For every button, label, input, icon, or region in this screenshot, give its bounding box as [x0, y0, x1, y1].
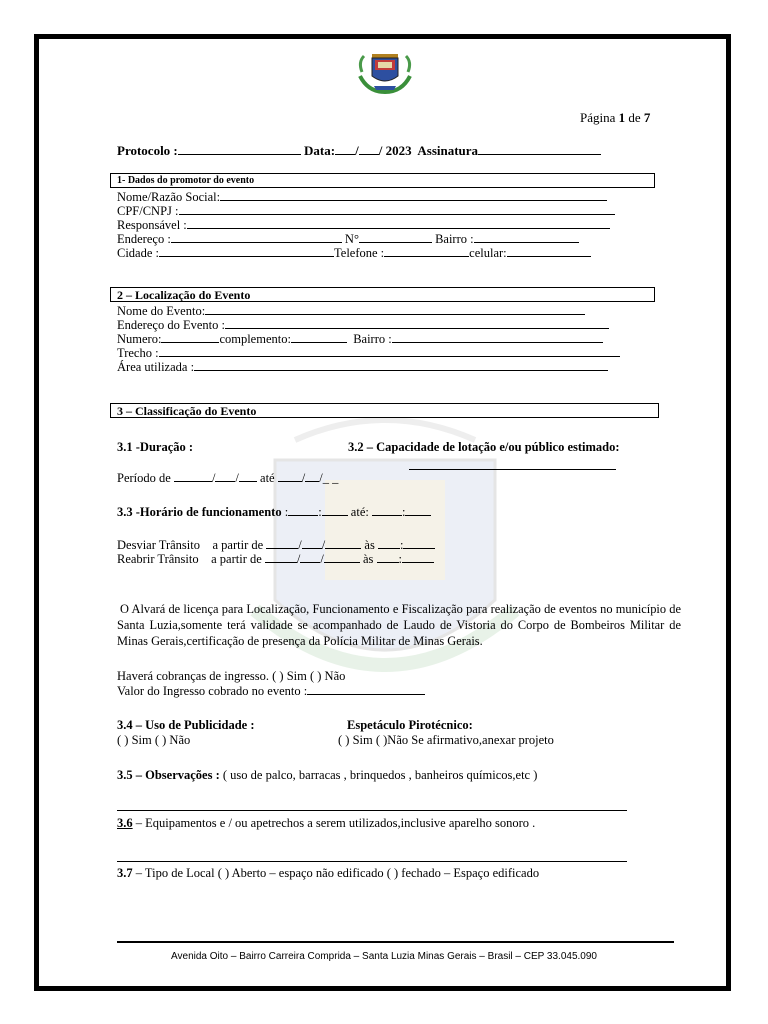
pirotecnico-options[interactable]: ( ) Sim ( )Não Se afirmativo,anexar projeto — [338, 733, 554, 747]
field-nome-razao[interactable]: Nome/Razão Social: — [117, 189, 607, 204]
field-endereco-evento[interactable]: Endereço do Evento : — [117, 317, 609, 332]
field-responsavel[interactable]: Responsável : — [117, 217, 610, 232]
municipal-coat-of-arms-logo — [354, 48, 416, 94]
cobranca-ingresso[interactable]: Haverá cobranças de ingresso. ( ) Sim ( ) Não — [117, 669, 346, 683]
footer-divider — [117, 941, 674, 943]
alvara-notice: O Alvará de licença para Localização, Funcionamento e Fiscalização para realização de eventos no município de Santa Luzia,somente terá validade se acompanhado de Laudo de Vistoria do Corpo de Bombeiros Militar de Minas Gerais,certificação de presença da Polícia Militar de Minas Gerais. — [117, 602, 681, 648]
header-line: Protocolo : Data: / / 2023 Assinatura — [117, 143, 601, 158]
footer-address: Avenida Oito – Bairro Carreira Comprida – Santa Luzia Minas Gerais – Brasil – CEP 33.045.090 — [171, 951, 597, 962]
observacoes-label: 3.5 – Observações : ( uso de palco, barracas , brinquedos , banheiros químicos,etc ) — [117, 768, 538, 782]
field-trecho[interactable]: Trecho : — [117, 345, 620, 360]
observacoes-input[interactable] — [117, 810, 627, 811]
field-cpf-cnpj[interactable]: CPF/CNPJ : — [117, 203, 615, 218]
field-reabrir-transito[interactable]: Reabrir Trânsito a partir de / / às : — [117, 551, 434, 566]
field-cidade[interactable]: Cidade : Telefone : celular: — [117, 245, 591, 260]
field-periodo[interactable]: Período de / / até / /_ _ — [117, 471, 339, 485]
page-number: Página 1 de 7 — [580, 110, 651, 125]
equipamentos-label: 3.6 – Equipamentos e / ou apetrechos a serem utilizados,inclusive aparelho sonoro . — [117, 816, 536, 830]
field-valor-ingresso[interactable]: Valor do Ingresso cobrado no evento : — [117, 683, 425, 698]
capacidade-input[interactable] — [409, 469, 616, 470]
capacidade-label: 3.2 – Capacidade de lotação e/ou público estimado: — [348, 440, 620, 454]
field-nome-evento[interactable]: Nome do Evento: — [117, 303, 585, 318]
field-horario[interactable]: 3.3 -Horário de funcionamento : : até: : — [117, 504, 431, 519]
section-2-header: 2 – Localização do Evento — [110, 287, 655, 302]
section-3-header: 3 – Classificação do Evento — [110, 403, 659, 418]
equipamentos-input[interactable] — [117, 861, 627, 862]
section-1-header: 1- Dados do promotor do evento — [110, 173, 655, 188]
field-area-utilizada[interactable]: Área utilizada : — [117, 359, 608, 374]
tipo-local-label[interactable]: 3.7 – Tipo de Local ( ) Aberto – espaço não edificado ( ) fechado – Espaço edificado — [117, 866, 540, 880]
duracao-label: 3.1 -Duração : — [117, 440, 194, 454]
publicidade-label: 3.4 – Uso de Publicidade : — [117, 718, 255, 732]
field-desviar-transito[interactable]: Desviar Trânsito a partir de / / às : — [117, 537, 435, 552]
field-numero-evento[interactable]: Numero: complemento: Bairro : — [117, 331, 603, 346]
field-endereco[interactable]: Endereço : N° Bairro : — [117, 231, 579, 246]
publicidade-options[interactable]: ( ) Sim ( ) Não — [117, 733, 191, 747]
pirotecnico-label: Espetáculo Pirotécnico: — [347, 718, 473, 732]
